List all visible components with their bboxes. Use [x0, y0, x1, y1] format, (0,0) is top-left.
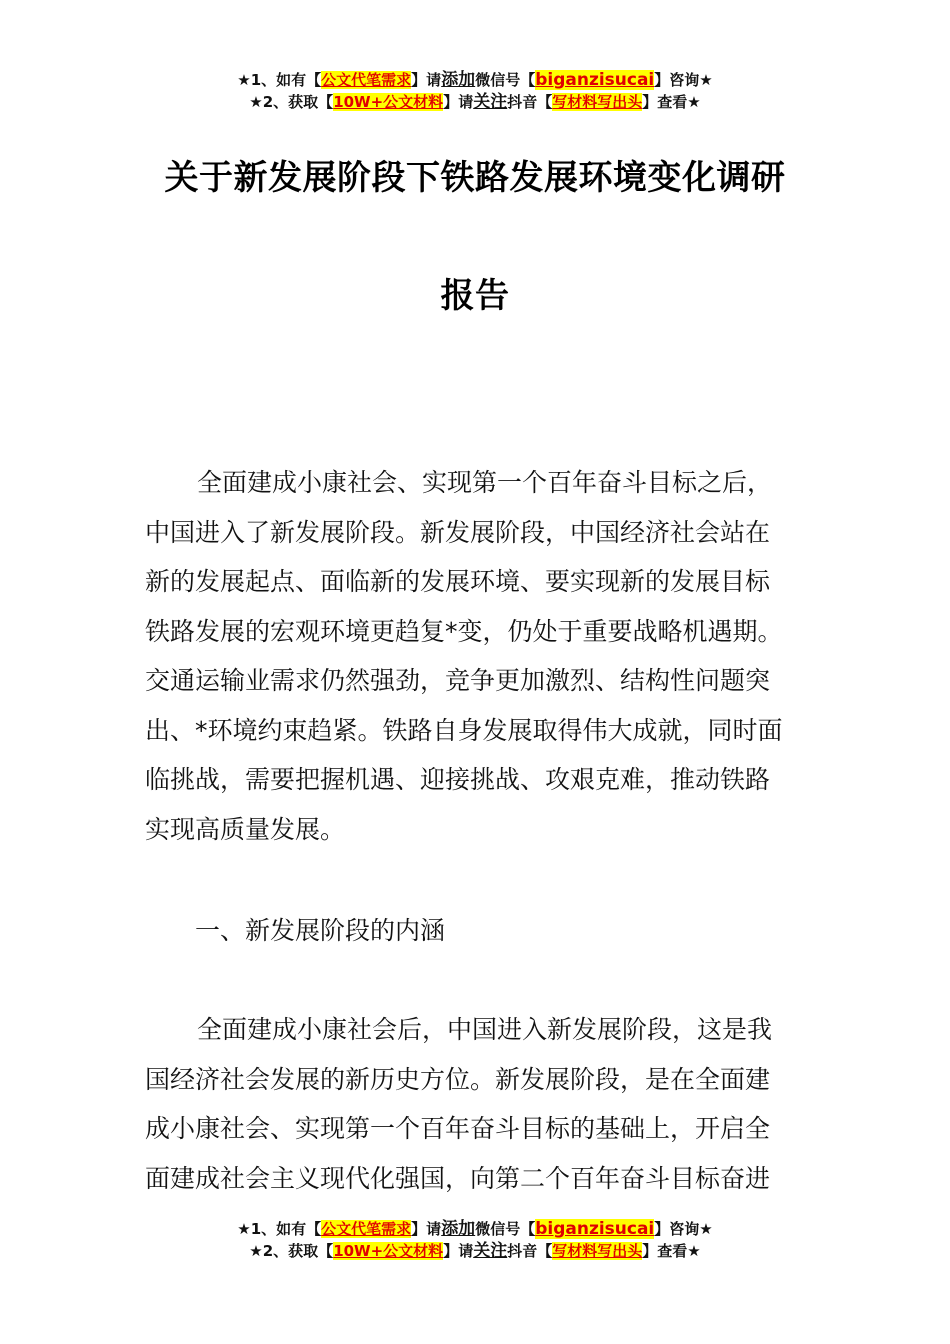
- paragraph-1: [145, 458, 807, 854]
- banner-text: 】请: [443, 93, 474, 111]
- paragraph-line: 全面建成小康社会后，中国进入新发展阶段，这是我: [197, 1015, 773, 1044]
- banner-text: 】咨询★: [654, 1220, 713, 1238]
- banner-emphasis: 添加: [441, 70, 476, 90]
- paragraph-line: 面建成社会主义现代化强国，向第二个百年奋斗目标奋进: [145, 1163, 771, 1193]
- highlight-douyin: 写材料写出头: [552, 93, 643, 111]
- highlight-service: 公文代笔需求: [321, 1220, 412, 1238]
- banner-text: 】请: [443, 1242, 474, 1260]
- banner-text: 抖音【: [507, 93, 553, 111]
- document-title-line-2: 报告: [440, 276, 510, 316]
- banner-text: 】查看★: [642, 1242, 701, 1260]
- banner-text: 】请: [411, 71, 442, 89]
- banner-line-1: [0, 69, 950, 91]
- paragraph-line: 全面建成小康社会、实现第一个百年奋斗目标之后，: [197, 468, 773, 497]
- banner-line-2: [0, 91, 950, 113]
- banner-emphasis: 关注: [473, 92, 508, 112]
- banner-emphasis: 添加: [441, 1219, 476, 1239]
- paragraph-line: 铁路发展的宏观环境更趋复*变，仍处于重要战略机遇期。: [145, 616, 783, 646]
- paragraph-line: 国经济社会发展的新历史方位。新发展阶段，是在全面建: [145, 1064, 771, 1094]
- highlight-service: 公文代笔需求: [321, 71, 412, 89]
- header-banner: [0, 69, 950, 113]
- banner-line-1: [0, 1218, 950, 1240]
- paragraph-2: [145, 1005, 807, 1203]
- banner-text: ★1、如有【: [237, 1220, 322, 1238]
- paragraph-line: 成小康社会、实现第一个百年奋斗目标的基础上，开启全: [145, 1114, 771, 1143]
- paragraph-line: 出、*环境约束趋紧。铁路自身发展取得伟大成就，同时面: [145, 715, 783, 745]
- banner-line-2: [0, 1240, 950, 1262]
- banner-text: 】查看★: [642, 93, 701, 111]
- banner-text: 微信号【: [475, 1220, 536, 1238]
- paragraph-line: 交通运输业需求仍然强劲，竞争更加激烈、结构性问题突: [145, 666, 771, 695]
- section-heading-1: 一、新发展阶段的内涵: [195, 916, 446, 945]
- paragraph-line: 临挑战，需要把握机遇、迎接挑战、攻艰克难，推动铁路: [145, 765, 771, 794]
- paragraph-line: 实现高质量发展。: [145, 814, 346, 844]
- banner-text: ★1、如有【: [237, 71, 322, 89]
- highlight-wechat-id: biganzisucai: [535, 1219, 655, 1239]
- banner-text: ★2、获取【: [249, 93, 334, 111]
- document-title-line-1: 关于新发展阶段下铁路发展环境变化调研: [164, 158, 786, 198]
- highlight-materials: 10W+公文材料: [333, 1242, 444, 1260]
- paragraph-line: 新的发展起点、面临新的发展环境、要实现新的发展目标: [145, 567, 771, 596]
- banner-text: 微信号【: [475, 71, 536, 89]
- banner-text: 抖音【: [507, 1242, 553, 1260]
- highlight-wechat-id: biganzisucai: [535, 70, 655, 90]
- highlight-douyin: 写材料写出头: [552, 1242, 643, 1260]
- footer-banner: [0, 1218, 950, 1262]
- banner-text: 】咨询★: [654, 71, 713, 89]
- paragraph-line: 中国进入了新发展阶段。新发展阶段，中国经济社会站在: [145, 517, 771, 547]
- banner-text: 】请: [411, 1220, 442, 1238]
- banner-text: ★2、获取【: [249, 1242, 334, 1260]
- highlight-materials: 10W+公文材料: [333, 93, 444, 111]
- banner-emphasis: 关注: [473, 1241, 508, 1261]
